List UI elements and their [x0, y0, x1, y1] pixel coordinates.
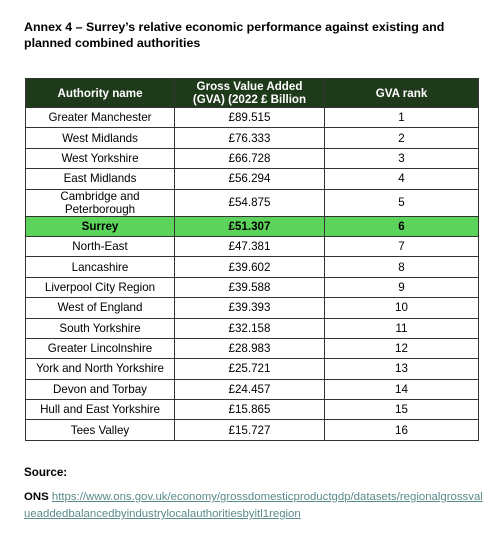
header-gva: Gross Value Added (GVA) (2022 £ Billion	[175, 79, 325, 108]
gva-cell: £51.307	[175, 216, 325, 236]
authority-name-cell: Liverpool City Region	[26, 277, 175, 297]
authority-name-cell: Surrey	[26, 216, 175, 236]
rank-cell: 8	[325, 257, 479, 277]
rank-cell: 10	[325, 298, 479, 318]
gva-cell: £15.865	[175, 400, 325, 420]
rank-cell: 15	[325, 400, 479, 420]
rank-cell: 6	[325, 216, 479, 236]
rank-cell: 12	[325, 338, 479, 358]
table-row	[26, 379, 479, 399]
source-citation	[24, 489, 484, 523]
source-link[interactable]: https://www.ons.gov.uk/economy/grossdomesticproductgdp/datasets/regionalgrossvalueaddedbalancedbyindustrylocalauthoritiesbyitl1region	[24, 491, 483, 520]
gva-cell: £76.333	[175, 128, 325, 148]
table-header-row	[26, 79, 479, 108]
table-row	[26, 298, 479, 318]
authority-name-cell: South Yorkshire	[26, 318, 175, 338]
table-row	[26, 169, 479, 189]
rank-cell: 2	[325, 128, 479, 148]
table-row	[26, 359, 479, 379]
table-row-highlighted	[26, 216, 479, 236]
authority-name-cell: Hull and East Yorkshire	[26, 400, 175, 420]
table-row	[26, 189, 479, 216]
gva-cell: £15.727	[175, 420, 325, 440]
rank-cell: 7	[325, 236, 479, 256]
table-row	[26, 318, 479, 338]
table-row	[26, 420, 479, 440]
gva-cell: £39.393	[175, 298, 325, 318]
authority-name-cell: Greater Manchester	[26, 108, 175, 128]
gva-cell: £89.515	[175, 108, 325, 128]
rank-cell: 14	[325, 379, 479, 399]
authority-name-cell: Lancashire	[26, 257, 175, 277]
table-row	[26, 277, 479, 297]
gva-cell: £47.381	[175, 236, 325, 256]
rank-cell: 13	[325, 359, 479, 379]
gva-cell: £39.588	[175, 277, 325, 297]
gva-cell: £39.602	[175, 257, 325, 277]
authority-name-cell: West Midlands	[26, 128, 175, 148]
rank-cell: 9	[325, 277, 479, 297]
gva-cell: £25.721	[175, 359, 325, 379]
rank-cell: 16	[325, 420, 479, 440]
authority-name-cell: West of England	[26, 298, 175, 318]
rank-cell: 4	[325, 169, 479, 189]
authority-name-cell: North-East	[26, 236, 175, 256]
page-title: Annex 4 – Surrey’s relative economic performance against existing and planned combined authorities	[24, 20, 445, 50]
gva-cell: £66.728	[175, 148, 325, 168]
authority-name-cell: Devon and Torbay	[26, 379, 175, 399]
gva-cell: £28.983	[175, 338, 325, 358]
rank-cell: 11	[325, 318, 479, 338]
authority-name-cell: West Yorkshire	[26, 148, 175, 168]
table-row	[26, 108, 479, 128]
authority-name-cell: York and North Yorkshire	[26, 359, 175, 379]
table-row	[26, 128, 479, 148]
header-gva-rank: GVA rank	[325, 79, 479, 108]
gva-cell: £32.158	[175, 318, 325, 338]
rank-cell: 3	[325, 148, 479, 168]
gva-table	[25, 78, 479, 441]
source-org: ONS	[24, 491, 49, 503]
table-row	[26, 257, 479, 277]
authority-name-cell: Greater Lincolnshire	[26, 338, 175, 358]
authority-name-cell: Tees Valley	[26, 420, 175, 440]
table-row	[26, 148, 479, 168]
authority-name-cell: East Midlands	[26, 169, 175, 189]
authority-name-cell: Cambridge and Peterborough	[26, 189, 175, 216]
table-row	[26, 338, 479, 358]
gva-cell: £24.457	[175, 379, 325, 399]
table-row	[26, 236, 479, 256]
source-label: Source:	[24, 466, 68, 479]
rank-cell: 5	[325, 189, 479, 216]
header-authority-name: Authority name	[26, 79, 175, 108]
rank-cell: 1	[325, 108, 479, 128]
gva-cell: £54.875	[175, 189, 325, 216]
table-row	[26, 400, 479, 420]
gva-cell: £56.294	[175, 169, 325, 189]
